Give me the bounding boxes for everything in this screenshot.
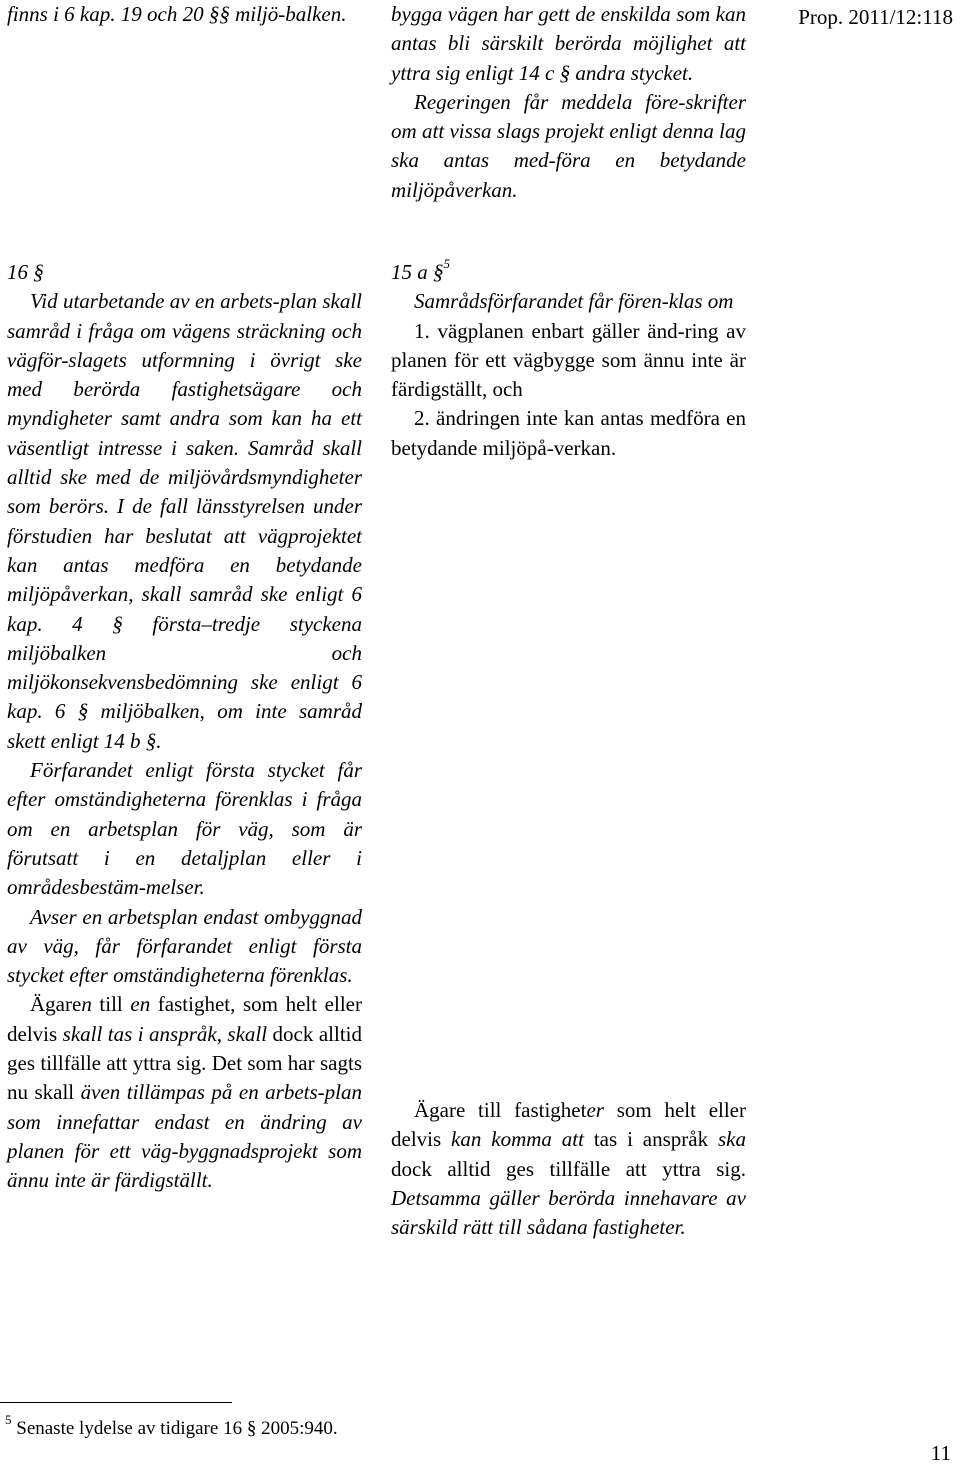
footnote [5,1411,338,1441]
right-paragraph-1: Samrådsförfarandet får fören-klas om [414,289,734,314]
text-run: skall tas i anspråk, skall [62,1021,268,1046]
text-run: dock alltid ges tillfälle att yttra sig. Det som har sagts nu skall [7,1021,363,1105]
footnote-text: Senaste lydelse av tidigare 16 § 2005:940. [16,1418,338,1439]
left-column-top [7,0,362,29]
footnote-number: 5 [5,1411,12,1427]
text-run: er [586,1098,604,1122]
left-paragraph-3: Avser en arbetsplan endast ombyggnad av väg, får förfarandet enligt första stycket efter omständigheterna förenklas. [7,904,362,988]
left-top-text: finns i 6 kap. 19 och 20 §§ miljö-balken. [7,2,347,26]
footnote-ref: 5 [443,256,450,271]
left-column-main [7,258,362,1196]
right-top-text-2: Regeringen får meddela före-skrifter om att vissa slags projekt enligt denna lag ska antas med-föra en betydande miljöpåverkan. [391,89,746,202]
right-paragraph-3: 2. ändringen inte kan antas medföra en betydande miljöpå-verkan. [391,406,746,460]
right-column-top [391,0,746,205]
left-paragraph-2: Förfarandet enligt första stycket får efter omständigheterna förenklas i fråga om en arbetsplan för väg, som är förutsatt i en detaljplan eller i områdesbestäm-melser. [7,758,362,900]
text-run: till [91,992,131,1017]
right-column-bottom [391,1096,746,1242]
right-top-text: bygga vägen har gett de enskilda som kan antas bli särskilt berörda möjlighet att yttra sig enligt 14 c § andra stycket. [391,2,746,85]
footnote-divider [0,1402,232,1403]
page-number: 11 [930,1441,951,1465]
right-paragraph-4 [391,1096,746,1242]
text-run: dock alltid ges tillfälle att yttra sig. [391,1156,746,1181]
left-paragraph-4 [7,990,362,1195]
text-run: ska [717,1127,746,1152]
text-run: kan komma att [451,1127,584,1152]
prop-reference: Prop. 2011/12:118 [798,5,953,29]
text-run: en [130,992,151,1017]
right-paragraph-2: 1. vägplanen enbart gäller änd-ring av planen för ett vägbygge som ännu inte är färdigställt, och [391,318,746,402]
section-heading-text: 15 a § [391,260,444,284]
text-run: tas i anspråk [583,1127,718,1152]
text-run: Ägare [30,992,82,1017]
left-paragraph-1: Vid utarbetande av en arbets-plan skall samråd i fråga om vägens sträckning och vägför-slagets utformning i övrigt ske med berörda fastighetsägare och myndigheter samt andra som kan ha ett väsentligt intresse i saken. Samråd skall alltid ske med de miljövårdsmyndigheter som berörs. I de fall länsstyrelsen under förstudien har beslutat att vägprojektet kan antas medföra en betydande miljöpåverkan, skall samråd ske enligt 6 kap. 4 § första–tredje styckena miljöbalken och miljökonsekvensbedömning ske enligt 6 kap. 6 § miljöbalken, om inte samråd skett enligt 14 b §. [7,289,362,753]
left-section-heading: 16 § [7,260,44,284]
text-run: även tillämpas på en arbets-plan som innefattar endast en ändring av planen för ett väg-byggnadsprojekt som ännu inte är färdigställt. [7,1080,362,1193]
text-run: n [81,992,92,1017]
text-run: Detsamma gäller berörda innehavare av särskild rätt till sådana fastigheter. [391,1185,746,1240]
text-run: Ägare till fastighet [414,1098,587,1122]
right-column-main [391,258,746,463]
text-run: som helt eller delvis [391,1098,746,1152]
right-section-heading [391,258,746,287]
text-run: fastighet, som helt eller delvis [7,992,362,1046]
